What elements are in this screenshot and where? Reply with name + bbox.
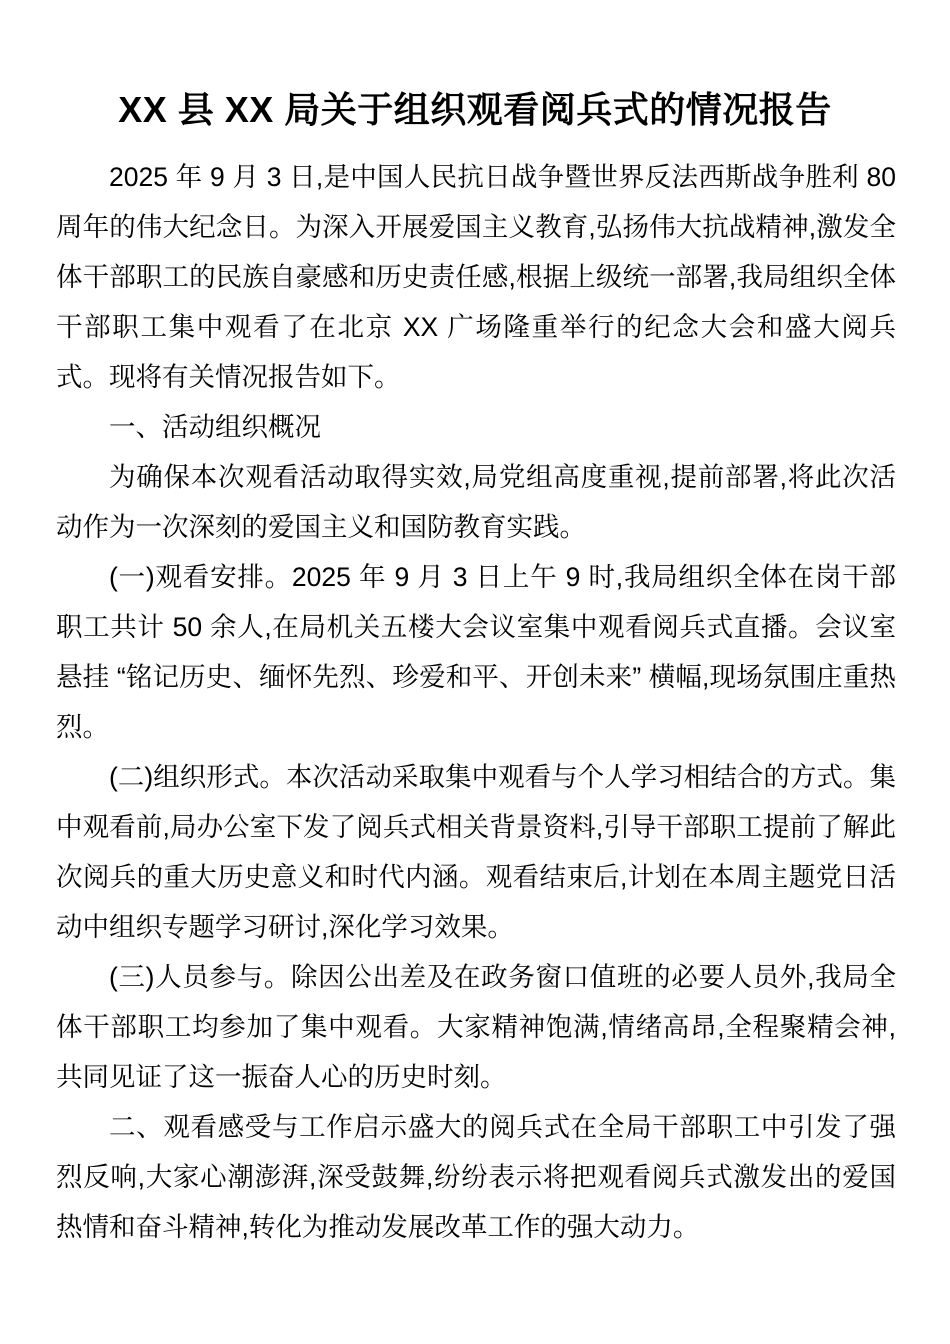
paragraph-item-one: (一)观看安排。2025 年 9 月 3 日上午 9 时,我局组织全体在岗干部职工共计 50 余人,在局机关五楼大会议室集中观看阅兵式直播。会议室悬挂 “铭记历史、缅怀先烈、珍爱和平、开创未来” 横幅,现场氛围庄重热烈。 <box>56 562 896 742</box>
paragraph-intro: 2025 年 9 月 3 日,是中国人民抗日战争暨世界反法西斯战争胜利 80 周年的伟大纪念日。为深入开展爱国主义教育,弘扬伟大抗战精神,激发全体干部职工的民族自豪感和历史责任感,根据上级统一部署,我局组织全体干部职工集中观看了在北京 XX 广场隆重举行的纪念大会和盛大阅兵式。现将有关情况报告如下。 <box>56 162 896 392</box>
paragraph-section-one-lead: 为确保本次观看活动取得实效,局党组高度重视,提前部署,将此次活动作为一次深刻的爱国主义和国防教育实践。 <box>56 462 896 542</box>
paragraph-item-three: (三)人员参与。除因公出差及在政务窗口值班的必要人员外,我局全体干部职工均参加了集中观看。大家精神饱满,情绪高昂,全程聚精会神,共同见证了这一振奋人心的历史时刻。 <box>56 962 896 1092</box>
paragraph-item-two: (二)组织形式。本次活动采取集中观看与个人学习相结合的方式。集中观看前,局办公室下发了阅兵式相关背景资料,引导干部职工提前了解此次阅兵的重大历史意义和时代内涵。观看结束后,计划在本周主题党日活动中组织专题学习研讨,深化学习效果。 <box>56 762 896 942</box>
page-title: XX 县 XX 局关于组织观看阅兵式的情况报告 <box>118 89 832 131</box>
paragraph-section-two: 二、观看感受与工作启示盛大的阅兵式在全局干部职工中引发了强烈反响,大家心潮澎湃,深受鼓舞,纷纷表示将把观看阅兵式激发出的爱国热情和奋斗精神,转化为推动发展改革工作的强大动力。 <box>56 1112 896 1242</box>
section-heading-one: 一、活动组织概况 <box>109 412 321 442</box>
document-body <box>56 152 896 1252</box>
